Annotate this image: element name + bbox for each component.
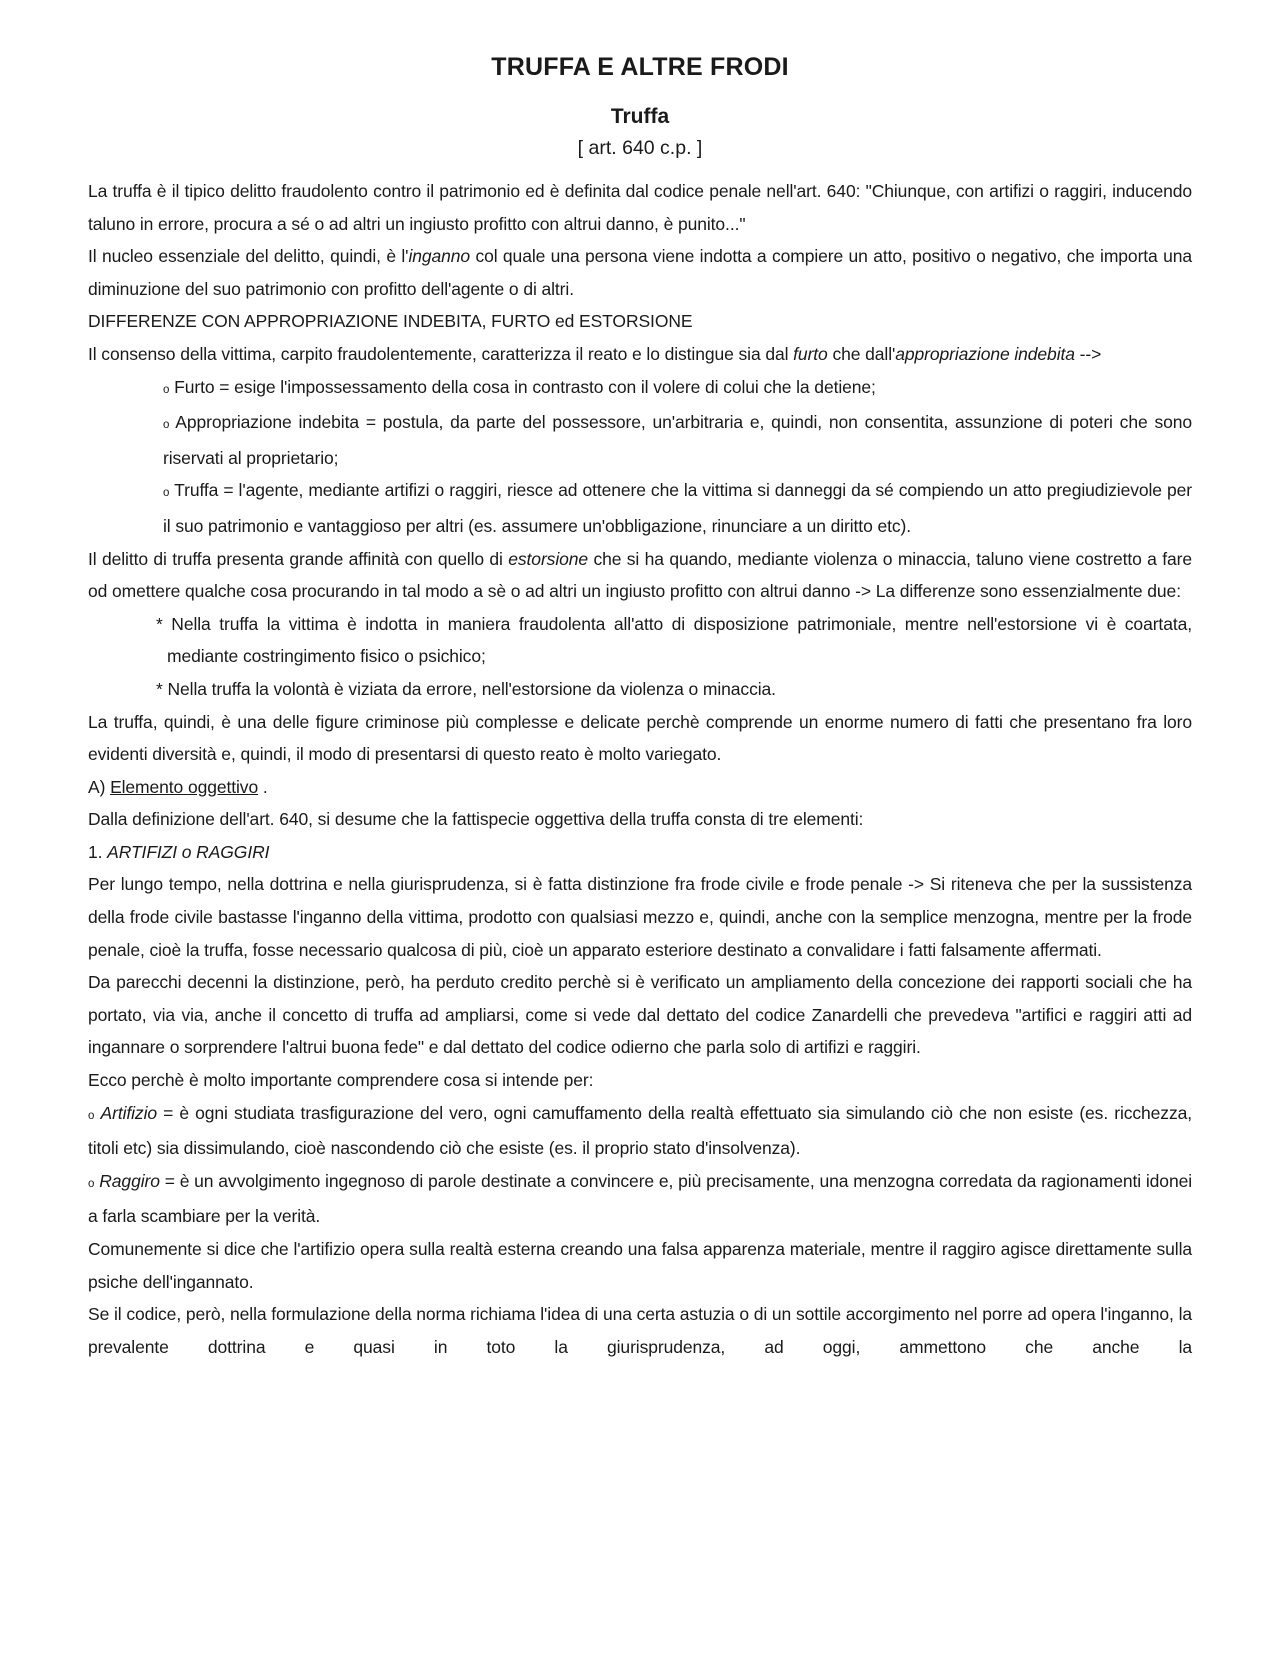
numbered-heading-artifizi-o-raggiri (88, 836, 1192, 869)
list-item (88, 1165, 1192, 1233)
text-run: estorsione (508, 548, 589, 569)
section-label-elemento-oggettivo (88, 771, 1192, 804)
list-item (163, 371, 1192, 407)
paragraph (88, 1233, 1192, 1298)
text-run: appropriazione indebita (895, 343, 1075, 364)
text-run: Appropriazione indebita = postula, da parte del possessore, un'arbitraria e, quindi, non consentita, assunzione di poteri che sono riservati al proprietario; (163, 412, 1192, 468)
text-run: --> (1074, 343, 1102, 364)
text-run: che si ha quando, mediante violenza o minaccia, taluno viene costretto a fare od omettere qualche cosa procurando in tal modo a sè o ad altri un ingiusto profitto con altrui danno -> La differenze sono essenzialmente due: (88, 548, 1192, 602)
paragraph (88, 175, 1192, 240)
text-run: Il consenso della vittima, carpito fraudolentemente, caratterizza il reato e lo distingue sia dal (88, 343, 794, 364)
text-run: Truffa = l'agente, mediante artifizi o raggiri, riesce ad ottenere che la vittima si danneggi da sé compiendo un atto pregiudizievole per il suo patrimonio e vantaggioso per altri (es. assumere un'obbligazione, rinunciare a un diritto etc). (163, 480, 1192, 536)
text-run: Raggiro (99, 1170, 160, 1191)
text-run: Per lungo tempo, nella dottrina e nella giurisprudenza, si è fatta distinzione fra frode civile e frode penale -> Si riteneva che per la sussistenza della frode civile bastasse l'inganno della vittima, prodotto con qualsiasi mezzo e, quindi, anche con la semplice menzogna, mentre per la frode penale, cioè la truffa, fosse necessario qualcosa di più, cioè un apparato esteriore destinato a convalidare i fatti falsamente affermati. (88, 874, 1192, 960)
paragraph (88, 240, 1192, 305)
text-run: Se il codice, però, nella formulazione della norma richiama l'idea di una certa astuzia o di un sottile accorgimento nel porre ad opera l'inganno, la prevalente dottrina e quasi in toto la giurisprudenza, ad oggi, ammettono che anche la (88, 1304, 1192, 1357)
bullet-o-marker: o (163, 419, 170, 432)
text-run: La truffa è il tipico delitto fraudolento contro il patrimonio ed è definita dal codice penale nell'art. 640: "Chiunque, con artifizi o raggiri, inducendo taluno in errore, procura a sé o ad altri un ingiusto profitto con altrui danno, è punito..." (88, 181, 1192, 234)
list-item: * Nella truffa la vittima è indotta in maniera fraudolenta all'atto di disposizione patrimoniale, mentre nell'estorsione vi è coartata, mediante costringimento fisico o psichico; (156, 613, 1192, 667)
text-run: furto (793, 343, 828, 364)
article-reference: [ art. 640 c.p. ] (577, 137, 703, 159)
text-run: Furto = esige l'impossessamento della cosa in contrasto con il volere di colui che la detiene; (174, 376, 876, 397)
text-run: Comunemente si dice che l'artifizio opera sulla realtà esterna creando una falsa apparenza materiale, mentre il raggiro agisce direttamente sulla psiche dell'ingannato. (88, 1239, 1192, 1292)
text-run: . (258, 776, 268, 797)
paragraph (88, 1298, 1192, 1363)
text-run: Il nucleo essenziale del delitto, quindi, è l' (88, 246, 409, 267)
list-item (163, 474, 1192, 542)
text-run: col quale una persona viene indotta a compiere un atto, positivo o negativo, che importa una diminuzione del suo patrimonio con profitto dell'agente o di altri. (88, 246, 1192, 299)
text-run: = è un avvolgimento ingegnoso di parole destinate a convincere e, più precisamente, una menzogna corredata da ragionamenti idonei a farla scambiare per la verità. (88, 1170, 1192, 1227)
text-run: Nella truffa la vittima è indotta in maniera fraudolenta all'atto di disposizione patrimoniale, mentre nell'estorsione vi è coartata, mediante costringimento fisico o psichico; (167, 613, 1192, 667)
text-run: inganno (408, 246, 471, 267)
text-run: Ecco perchè è molto importante comprendere cosa si intende per: (88, 1070, 594, 1091)
text-run: Dalla definizione dell'art. 640, si desume che la fattispecie oggettiva della truffa consta di tre elementi: (88, 809, 864, 830)
text-run: = è ogni studiata trasfigurazione del vero, ogni camuffamento della realtà effettuato sia simulando ciò che non esiste (es. ricchezza, titoli etc) sia dissimulando, cioè nascondendo ciò che esiste (es. il proprio stato d'insolvenza). (88, 1102, 1192, 1159)
document-subtitle: Truffa (610, 105, 670, 128)
text-run: DIFFERENZE CON APPROPRIAZIONE INDEBITA, FURTO ed ESTORSIONE (88, 311, 693, 332)
text-run: A) (88, 776, 111, 797)
text-run: ARTIFIZI o RAGGIRI (107, 841, 270, 862)
paragraph (88, 868, 1192, 966)
document-title: TRUFFA E ALTRE FRODI (491, 53, 789, 81)
paragraph (88, 1064, 1192, 1097)
text-run: che dall' (827, 343, 896, 364)
list-item (88, 1097, 1192, 1165)
paragraph (88, 543, 1192, 608)
paragraph (88, 706, 1192, 771)
text-run: Da parecchi decenni la distinzione, però, ha perduto credito perchè si è verificato un ampliamento della concezione dei rapporti sociali che ha portato, via via, anche il concetto di truffa ad ampliarsi, come si vede dal dettato del codice Zanardelli che prevedeva "artifici e raggiri atti ad ingannare o sorprendere l'altrui buona fede" e dal dettato del codice odierno che parla solo di artifizi e raggiri. (88, 972, 1192, 1058)
list-item (163, 406, 1192, 474)
bullet-o-marker: o (163, 383, 170, 396)
paragraph (88, 803, 1192, 836)
section-heading-differenze (88, 305, 1192, 338)
list-item: * Nella truffa la volontà è viziata da errore, nell'estorsione da violenza o minaccia. (156, 678, 776, 699)
text-run: Artifizio (100, 1102, 158, 1123)
text-run: Il delitto di truffa presenta grande affinità con quello di (88, 548, 509, 569)
bullet-o-marker: o (88, 1109, 95, 1122)
text-run: La truffa, quindi, è una delle figure criminose più complesse e delicate perchè comprende un enorme numero di fatti che presentano fra loro evidenti diversità e, quindi, il modo di presentarsi di questo reato è molto variegato. (88, 711, 1192, 765)
bullet-o-marker: o (163, 487, 170, 500)
text-run: 1. (88, 841, 108, 862)
bullet-o-marker: o (88, 1177, 95, 1190)
paragraph (88, 966, 1192, 1064)
document-body (88, 175, 1192, 1363)
text-run: Nella truffa la volontà è viziata da errore, nell'estorsione da violenza o minaccia. (167, 678, 776, 699)
paragraph (88, 338, 1192, 371)
text-run: Elemento oggettivo (110, 776, 259, 797)
